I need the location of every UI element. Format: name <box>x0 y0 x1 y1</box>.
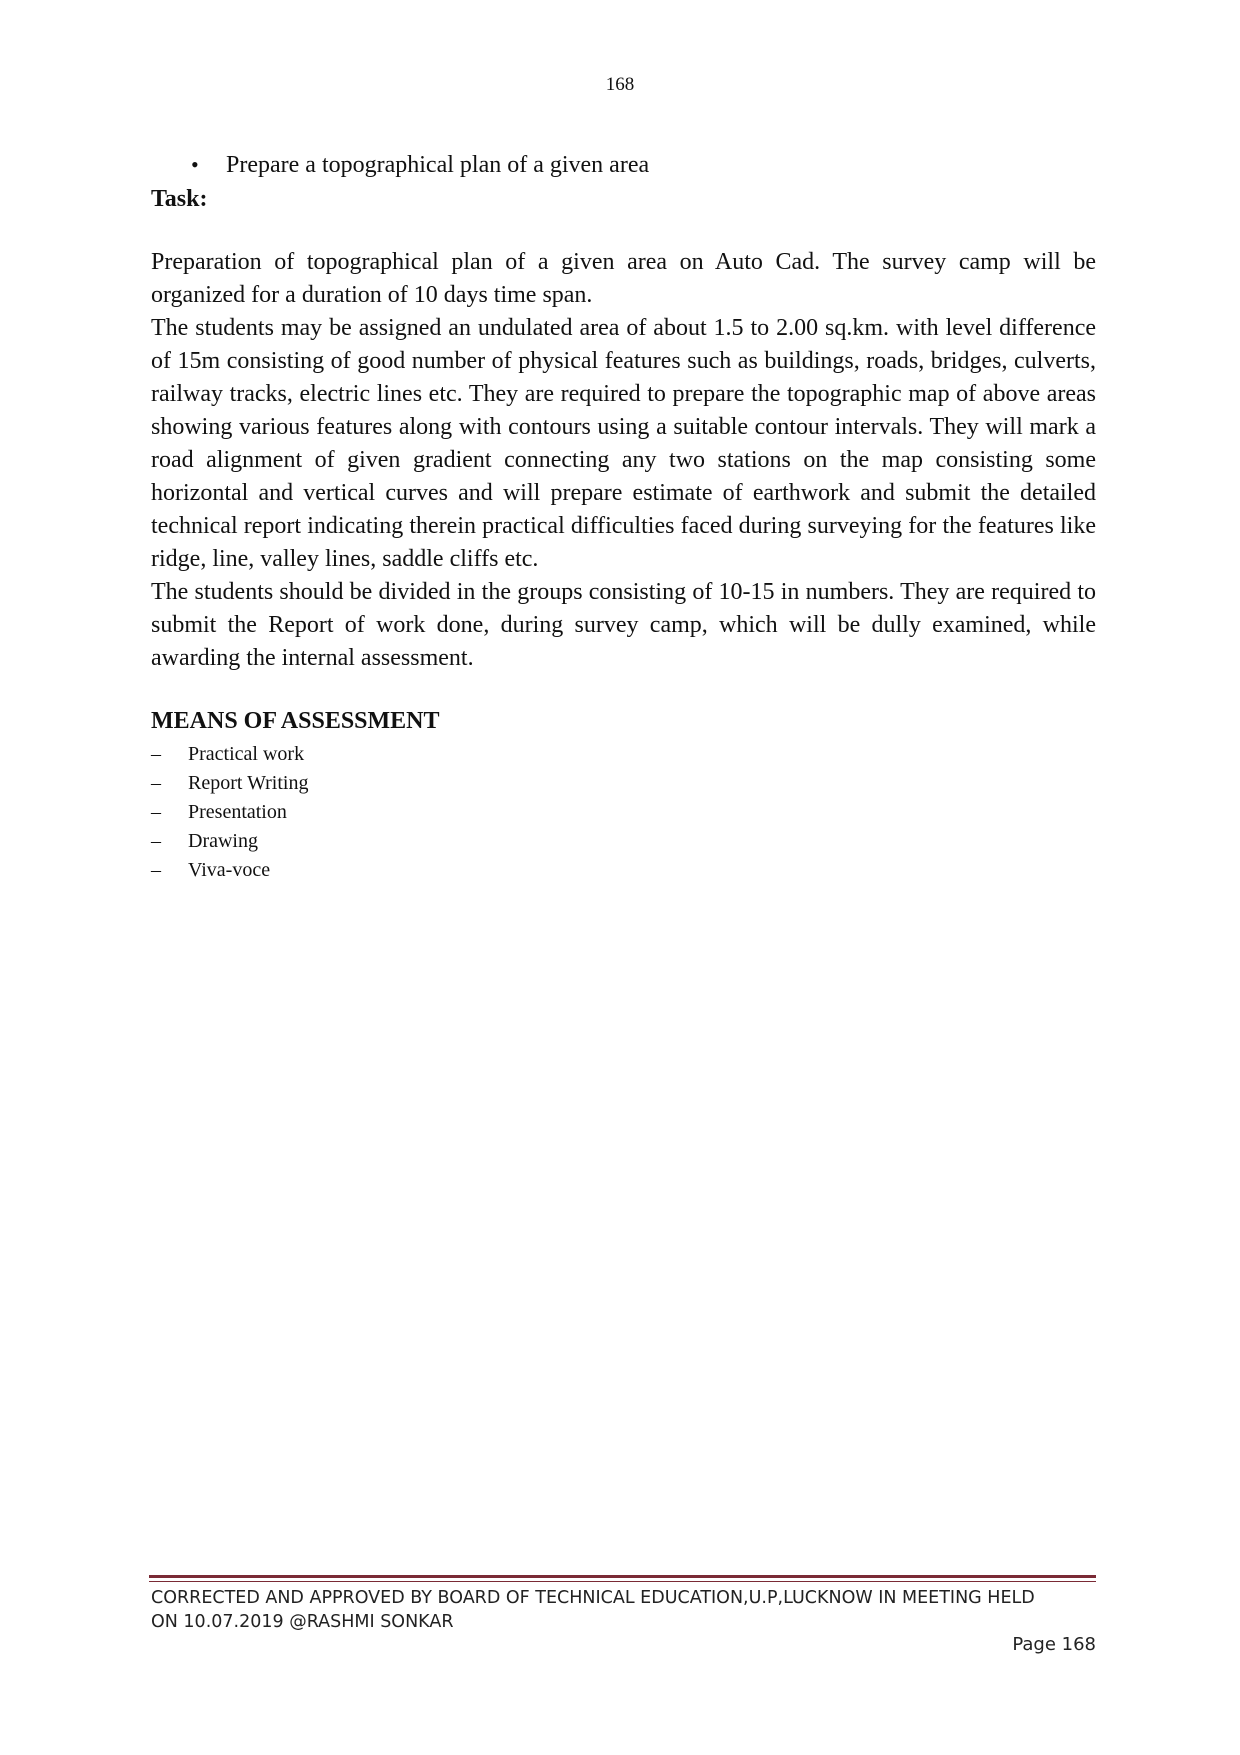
objective-text: Prepare a topographical plan of a given area <box>226 152 650 178</box>
dash-icon: – <box>151 859 161 881</box>
footer-approval-note <box>151 1586 1096 1634</box>
assessment-heading: MEANS OF ASSESSMENT <box>151 708 440 734</box>
page-number-top: 168 <box>605 74 635 95</box>
footer-line-1: CORRECTED AND APPROVED BY BOARD OF TECHNICAL EDUCATION,U.P,LUCKNOW IN MEETING HELD <box>151 1588 1035 1608</box>
task-paragraph-3: The students should be divided in the groups consisting of 10-15 in numbers. They are required to submit the Report of work done, during survey camp, which will be dully examined, while awarding the internal assessment. <box>151 579 1096 671</box>
dash-icon: – <box>151 743 161 765</box>
task-paragraph-2: The students may be assigned an undulated area of about 1.5 to 2.00 sq.km. with level difference of 15m consisting of good number of physical features such as buildings, roads, bridges, culverts, railway tracks, electric lines etc. They are required to prepare the topographic map of above areas showing various features along with contours using a suitable contour intervals. They will mark a road alignment of given gradient connecting any two stations on the map consisting some horizontal and vertical curves and will prepare estimate of earthwork and submit the detailed technical report indicating therein practical difficulties faced during surveying for the features like ridge, line, valley lines, saddle cliffs etc. <box>151 315 1096 572</box>
list-item-label: Drawing <box>188 830 258 852</box>
dash-icon: – <box>151 801 161 823</box>
footer-divider-thin <box>149 1581 1096 1582</box>
footer-page-number: Page 168 <box>1012 1634 1096 1655</box>
task-heading: Task: <box>151 186 208 212</box>
list-item <box>151 798 1096 827</box>
list-item <box>151 827 1096 856</box>
objective-bullet <box>151 148 1096 182</box>
footer-divider <box>149 1575 1096 1578</box>
dash-icon: – <box>151 830 161 852</box>
list-item-label: Practical work <box>188 743 305 765</box>
list-item-label: Report Writing <box>188 772 309 794</box>
list-item <box>151 769 1096 798</box>
bullet-icon: • <box>191 152 199 177</box>
list-item-label: Viva-voce <box>188 859 271 881</box>
list-item-label: Presentation <box>188 801 287 823</box>
assessment-list <box>151 740 1096 885</box>
task-paragraph-1: Preparation of topographical plan of a given area on Auto Cad. The survey camp will be organized for a duration of 10 days time span. <box>151 249 1096 308</box>
main-content <box>151 148 1096 885</box>
list-item <box>151 740 1096 769</box>
footer-line-2: ON 10.07.2019 @RASHMI SONKAR <box>151 1612 454 1632</box>
dash-icon: – <box>151 772 161 794</box>
list-item <box>151 856 1096 885</box>
